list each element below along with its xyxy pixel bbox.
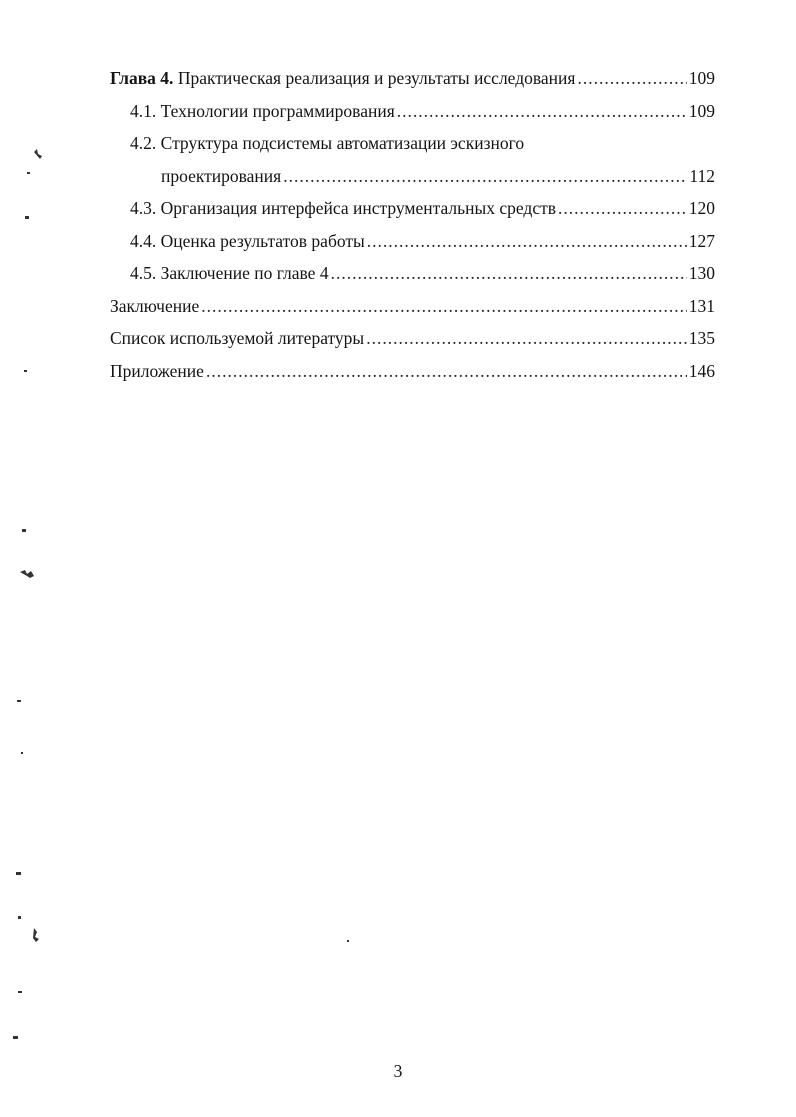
chapter-prefix: Глава 4. bbox=[110, 68, 174, 88]
toc-page-number: 120 bbox=[688, 198, 715, 218]
toc-page-number: 109 bbox=[688, 68, 715, 88]
toc-entry-label: Список используемой литературы bbox=[110, 328, 365, 348]
toc-page-number: 109 bbox=[688, 100, 715, 121]
toc-page-number: 112 bbox=[689, 165, 715, 186]
toc-entry-label: 4.3. Организация интерфейса инструментальных средств bbox=[130, 198, 556, 218]
toc-entry-label: Заключение bbox=[110, 295, 200, 316]
toc-page-number: 130 bbox=[688, 263, 715, 283]
toc-entry-label-continued: проектирования bbox=[161, 165, 282, 186]
toc-page-number: 146 bbox=[688, 360, 715, 381]
toc-entry-label: 4.5. Заключение по главе 4 bbox=[130, 263, 329, 283]
toc-entry-label: Приложение bbox=[110, 360, 204, 381]
toc-entry-label: 4.4. Оценка результатов работы bbox=[130, 230, 365, 251]
scan-specks bbox=[13, 149, 349, 1039]
toc-entry-label: 4.1. Технологии программирования bbox=[130, 100, 395, 121]
chapter-title: Практическая реализация и результаты исследования bbox=[173, 68, 576, 88]
toc-page-number: 135 bbox=[688, 328, 715, 348]
toc-page-number: 131 bbox=[688, 295, 715, 316]
toc-page-number: 127 bbox=[688, 230, 715, 251]
page-number: 3 bbox=[393, 1061, 403, 1081]
toc-entry-label: 4.2. Структура подсистемы автоматизации эскизного bbox=[130, 133, 525, 153]
